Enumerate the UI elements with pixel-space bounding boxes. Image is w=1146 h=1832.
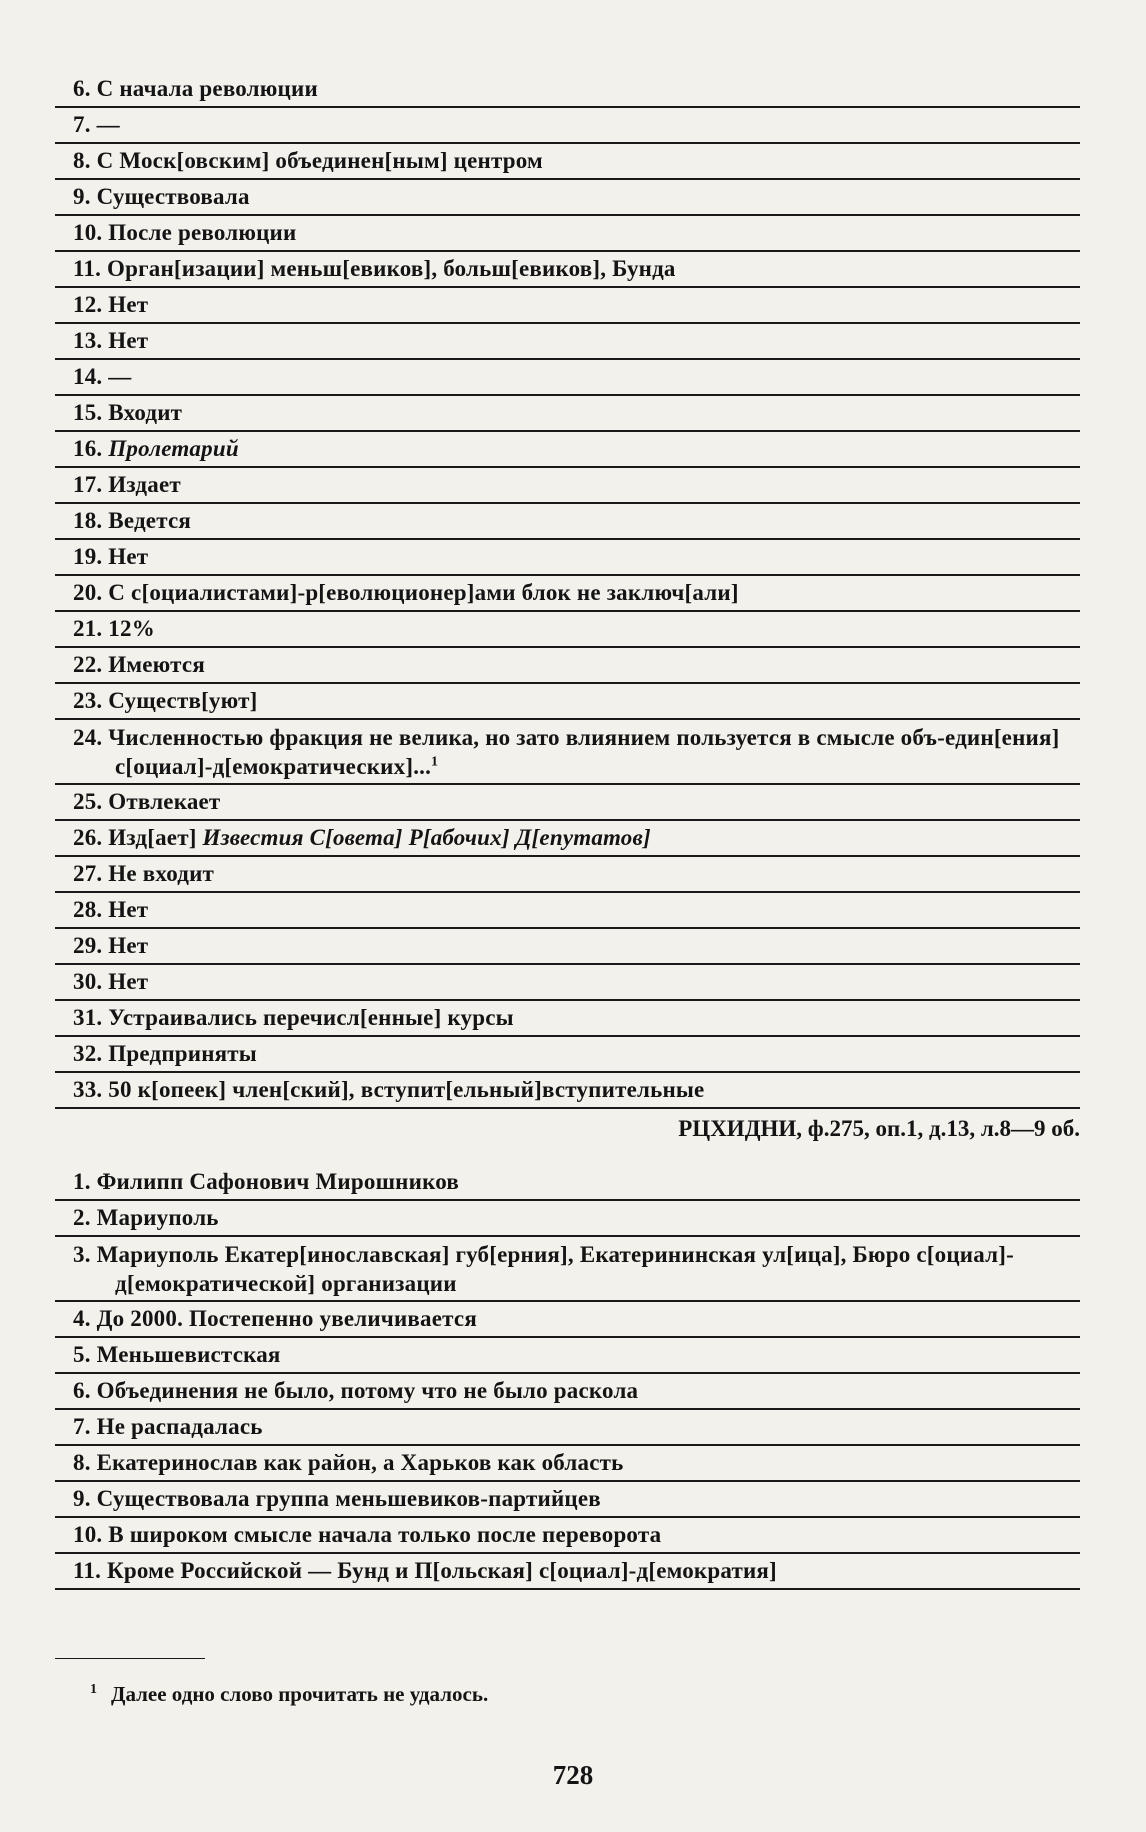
document-body [55,72,1080,1590]
page-number: 728 [552,1760,594,1790]
list-item: 27. Не входит [55,857,1080,893]
list-item: 28. Нет [55,893,1080,929]
list-item: 6. С начала революции [55,72,1080,108]
list-item: 15. Входит [55,396,1080,432]
list-item: 17. Издает [55,468,1080,504]
list-item: 2. Мариуполь [55,1201,1080,1237]
list-item: 22. Имеются [55,648,1080,684]
list-item: 8. Екатеринослав как район, а Харьков как область [55,1446,1080,1482]
list-item: 14. — [55,360,1080,396]
newspaper-title: Известия С[овета] Р[абочих] Д[епутатов] [202,825,651,850]
item-number: 26. Изд[ает] [73,825,197,850]
list-item: 7. Не распадалась [55,1410,1080,1446]
list-item: 8. С Моск[овским] объединен[ным] центром [55,144,1080,180]
list-item: 11. Кроме Российской — Бунд и П[ольская] с[оциал]-д[емократия] [55,1554,1080,1590]
list-item: 1. Филипп Сафонович Мирошников [55,1165,1080,1201]
list-item: 19. Нет [55,540,1080,576]
list-item [55,432,1080,468]
list-item: 9. Существовала группа меньшевиков-партийцев [55,1482,1080,1518]
list-item [55,720,1080,785]
list-item: 23. Существ[уют] [55,684,1080,720]
footnote-divider [55,1658,205,1659]
footnote-number: 1 [90,1682,97,1697]
list-item: 11. Орган[изации] меньш[евиков], больш[евиков], Бунда [55,252,1080,288]
answers-list-1 [55,72,1080,1109]
archive-source: РЦХИДНИ, ф.275, оп.1, д.13, л.8—9 об. [678,1116,1080,1141]
list-item: 12. Нет [55,288,1080,324]
footnote [90,1682,488,1707]
list-item: 13. Нет [55,324,1080,360]
list-item: 7. — [55,108,1080,144]
list-item: 6. Объединения не было, потому что не было раскола [55,1374,1080,1410]
list-item [55,1237,1080,1302]
list-item: 21. 12% [55,612,1080,648]
list-item: 29. Нет [55,929,1080,965]
list-item: 20. С с[оциалистами]-р[еволюционер]ами блок не заключ[али] [55,576,1080,612]
list-item: 32. Предприняты [55,1037,1080,1073]
item-number: 16. [73,436,103,461]
answers-list-2 [55,1165,1080,1590]
list-item: 10. После революции [55,216,1080,252]
list-item: 31. Устраивались перечисл[енные] курсы [55,1001,1080,1037]
list-item: 4. До 2000. Постепенно увеличивается [55,1302,1080,1338]
list-item: 33. 50 к[опеек] член[ский], вступит[ельный]вступительные [55,1073,1080,1109]
list-item: 5. Меньшевистская [55,1338,1080,1374]
item-text: 3. Мариуполь Екатер[инославская] губ[ерния], Екатерининская ул[ица], Бюро с[оциал]-д[емократической] организации [73,1242,1014,1296]
footnote-reference: 1 [431,754,439,770]
list-item: 30. Нет [55,965,1080,1001]
footnote-text: Далее одно слово прочитать не удалось. [111,1682,489,1706]
list-item [55,821,1080,857]
list-item: 25. Отвлекает [55,785,1080,821]
newspaper-title: Пролетарий [108,436,239,461]
list-item: 18. Ведется [55,504,1080,540]
list-item: 9. Существовала [55,180,1080,216]
list-item: 10. В широком смысле начала только после переворота [55,1518,1080,1554]
item-text: 24. Численностью фракция не велика, но зато влиянием пользуется в смысле объ-един[ения] с[оциал]-д[емократических]... [73,725,1060,779]
